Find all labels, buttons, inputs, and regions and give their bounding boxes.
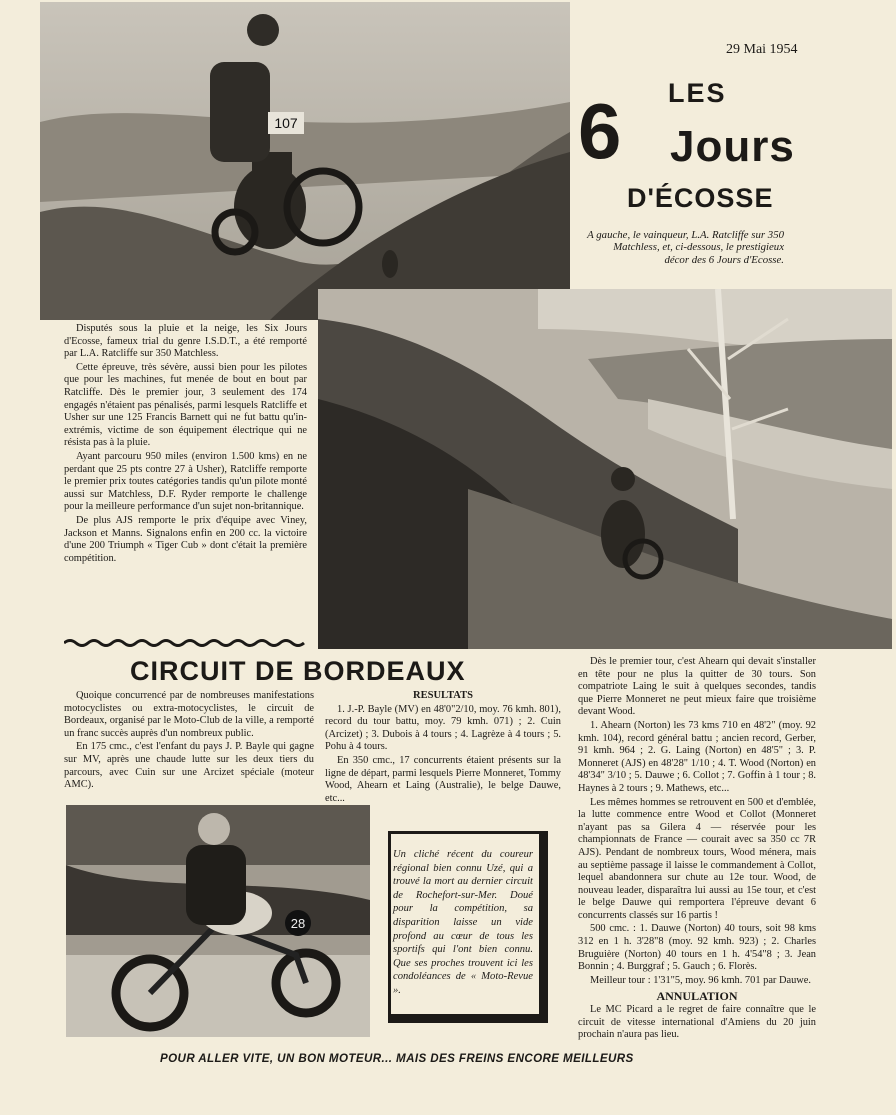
- right-paragraph-1: Dès le premier tour, c'est Ahearn qui devait s'installer en tête pour ne plus la quitter de 30 tours. Son compatriote Laing le suit à quelques secondes, tandis que Pierre Monneret ne peut mieux faire que troisième devant Wood.: [578, 656, 816, 718]
- results-350-intro: En 350 cmc., 17 concurrents étaient présents sur la ligne de départ, parmi lesquels Pierre Monneret, Tommy Wood, Ahearn et Laing (Australie), le belge Dauwe, etc...: [325, 754, 561, 804]
- feature-title-jours: Jours: [670, 122, 795, 171]
- annulation-heading: ANNULATION: [656, 989, 738, 1004]
- boxed-note-text: Un cliché récent du coureur régional bien connu Uzé, qui a trouvé la mort au dernier circuit de Rochefort-sur-Mer. Doué pour la compétition, sa disparition laisse un vide profond au cœur de tous les sportifs qui l'ont bien connu. Que ses proches trouvent ici les condoléances de « Moto-Revue ».: [393, 849, 533, 996]
- circuit-title: CIRCUIT DE BORDEAUX: [130, 656, 466, 686]
- right-paragraph-3: Les mêmes hommes se retrouvent en 500 et d'emblée, la lutte commence entre Wood et Collot (Monneret n'ayant pas sa Gilera 4 — réservée pour les championnats de France — courait avec sa 350 cc 7R AJS). Pendant de nombreux tours, Wood ménera, mais au septième passage il laisse le commandement à Collot, lequel abandonnera sur chute au 12e tour. Wood, de nouveau leader, disparaîtra lui aussi au 15e tour, et c'est le belge Dauwe qui remportera l'épreuve devant 6 concurrents classés sur 16 partis !: [578, 796, 816, 921]
- circuit-results: [325, 690, 561, 806]
- circuit-right-column: [578, 656, 816, 1043]
- feature-title-number: 6: [578, 87, 622, 175]
- photo-uze: [66, 805, 370, 1037]
- feature-paragraph-4: De plus AJS remporte le prix d'équipe avec Viney, Jackson et Manns. Signalons enfin en 200 cc. la victoire d'une 200 Triumph « Tiger Cub » dont c'était la première compétition.: [64, 514, 307, 564]
- top-rider-plate: 107: [274, 115, 298, 131]
- right-paragraph-5: Meilleur tour : 1'31"5, moy. 96 kmh. 701 par Dauwe.: [590, 974, 812, 986]
- annulation-text: Le MC Picard a le regret de faire connaître que le circuit de vitesse international d'Amiens du 20 juin prochain n'aura pas lieu.: [578, 1004, 816, 1041]
- footer-slogan: POUR ALLER VITE, UN BON MOTEUR... MAIS DES FREINS ENCORE MEILLEURS: [160, 1052, 634, 1065]
- photo-winner-ratcliffe: [40, 2, 570, 320]
- feature-title-les: LES: [668, 78, 727, 108]
- feature-title-ecosse: D'ÉCOSSE: [627, 183, 774, 213]
- right-paragraph-4: 500 cmc. : 1. Dauwe (Norton) 40 tours, soit 98 kms 312 en 1 h. 3'28"8 (moy. 92 kmh. 923) ; 2. Charles Bruguière (Norton) 40 tours en 1 h. 4'54"8 ; 3. Jean Bonnin ; 4. Burggraf ; 5. Gauch ; 6. Florès.: [578, 923, 816, 973]
- circuit-intro-1: Quoique concurrencé par de nombreuses manifestations motocyclistes ou extra-motocyclistes, le circuit de Bordeaux, organisé par le Moto-Club de la ville, a remporté un franc succès auprès d'un nombreux public.: [64, 690, 314, 739]
- right-paragraph-2: 1. Ahearn (Norton) les 73 kms 710 en 48'2" (moy. 92 kmh. 104), record général battu ; ancien record, Gerber, 91 kmh. 964 ; 2. G. Laing (Norton) en 48'5" ; 3. P. Monneret (AJS) en 48'28" 1/10 ; 4. T. Wood (Norton) en 48'34" 3/10 ; 5. Dauwe ; 6. Collot ; 7. Goffin à 1 tour ; 8. Haynes à 2 tours ; 9. Mathews, etc...: [578, 719, 816, 794]
- photo-scottish-landscape: [318, 289, 892, 649]
- circuit-intro-2: En 175 cmc., c'est l'enfant du pays J. P. Bayle qui gagne sur MV, après une chaude lutte sur les deux tiers du parcours, avec Cuin sur une Arcizet spéciale (moteur AMC).: [64, 741, 314, 791]
- results-175: 1. J.-P. Bayle (MV) en 48'0"2/10, moy. 76 kmh. 801), record du tour battu, moy. 79 kmh. 071) ; 2. Cuin (Arcizet) ; 3. Dubois à 4 tours ; 4. Lagrèze à 4 tours ; 5. Pohu à 4 tours.: [325, 703, 561, 753]
- feature-photo-caption: A gauche, le vainqueur, L.A. Ratcliffe sur 350 Matchless, et, ci-dessous, le prestigieux décor des 6 Jours d'Ecosse.: [587, 229, 784, 266]
- issue-date: 29 Mai 1954: [726, 42, 798, 57]
- section-divider: [64, 638, 308, 648]
- feature-article: [64, 323, 307, 566]
- feature-paragraph-2: Cette épreuve, très sévère, aussi bien pour les pilotes que pour les machines, fut menée de bout en bout par Ratcliffe. Dès le premier jour, 3 seulement des 174 engagés n'étaient pas pénalisés, parmi lesquels Ratcliffe et Usher sur une 125 Francis Barnett qui ne fut battu qu'in-extrémis, victime de son équipement électrique qui ne résista pas à la pluie.: [64, 361, 307, 449]
- bottom-rider-plate: 28: [290, 916, 306, 931]
- feature-paragraph-3: Ayant parcouru 950 miles (environ 1.500 kms) en ne perdant que 25 pts contre 27 à Usher), Ratcliffe remporte le premier prix toutes catégories tandis qu'un pilote monté aussi sur Matchless, D.F. Ryder remporte le challenge pour la meilleure performance d'un sujet non-britannique.: [64, 450, 307, 513]
- circuit-intro: [64, 690, 314, 793]
- feature-paragraph-1: Disputés sous la pluie et la neige, les Six Jours d'Ecosse, fameux trial du genre I.S.D.T., a été remporté par L.A. Ratcliffe sur 350 Matchless.: [64, 323, 307, 360]
- results-heading: RESULTATS: [413, 690, 473, 701]
